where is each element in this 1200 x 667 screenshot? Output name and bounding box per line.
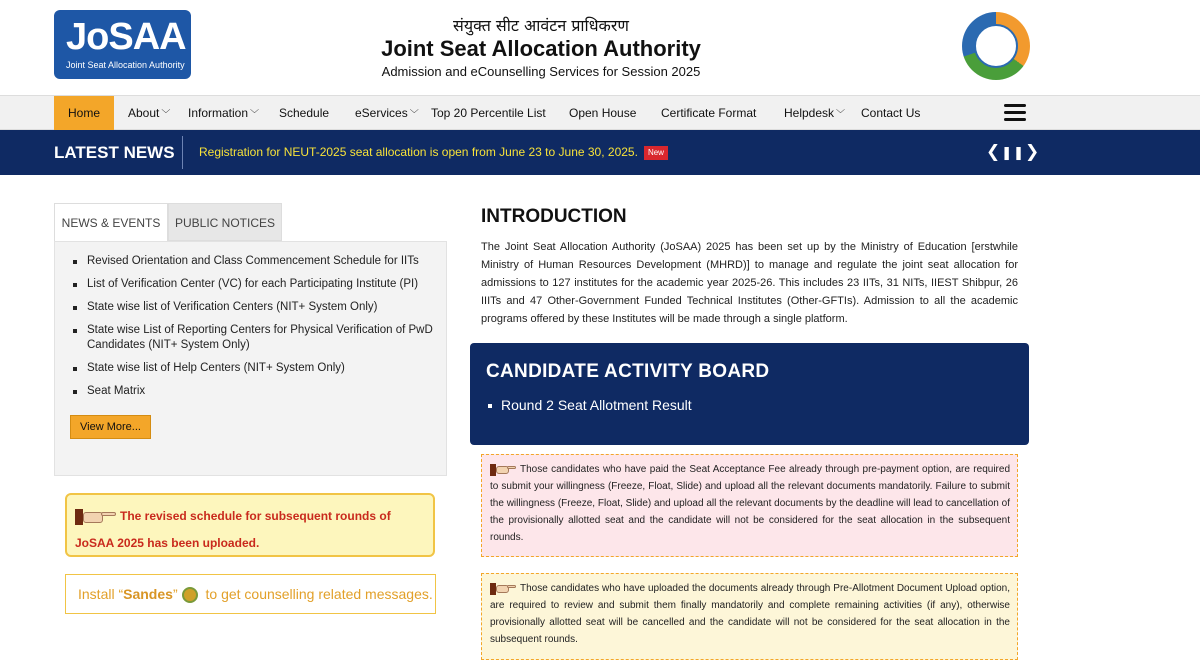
activity-board-heading: CANDIDATE ACTIVITY BOARD: [486, 361, 770, 382]
notice-text: Those candidates who have uploaded the documents already through Pre-Allotment Document Upload option, are required to review and submit them finally mandatorily and complete remaining activities (if any), otherwise provisionally allotted seat will be cancelled and the candidate will not be considered for the seat allocation in the subsequent rounds.: [490, 583, 1010, 645]
list-item[interactable]: State wise list of Verification Centers (NIT+ System Only): [71, 300, 436, 315]
nav-helpdesk[interactable]: Helpdesk ﹀: [784, 106, 846, 120]
new-badge: New: [644, 146, 668, 160]
notice-text: Those candidates who have paid the Seat Acceptance Fee already through pre-payment option, are required to submit your willingness (Freeze, Float, Slide) and upload all the relevant documents mandatorily. Failure to submit the willingness (Freeze, Float, Slide) and upload all the relevant documents by the deadline will lead to cancellation of the provisionally allotted seat and the candidate will not be considered for the seat allocation in the subsequent rounds.: [490, 464, 1010, 543]
list-item[interactable]: State wise List of Reporting Centers for Physical Verification of PwD Candidates (NIT+ System Only): [71, 323, 436, 353]
nav-eservices[interactable]: eServices ﹀: [355, 106, 419, 120]
nav-about[interactable]: About ﹀: [128, 106, 171, 120]
candidate-activity-board: [470, 343, 1029, 445]
nav-contact-us[interactable]: Contact Us: [861, 106, 921, 120]
list-item[interactable]: Revised Orientation and Class Commencement Schedule for IITs: [71, 254, 436, 269]
notice-box-documents: [481, 573, 1018, 660]
intro-text: The Joint Seat Allocation Authority (JoSAA) 2025 has been set up by the Ministry of Education [erstwhile Ministry of Human Resources Development (MHRD)] to manage and regulate the joint seat allocation for admissions to 127 institutes for the academic year 2025-26. This includes 23 IITs, 31 NITs, IIEST Shibpur, 26 IIITs and 47 Other-Government Funded Technical Institutes (Other-GFTIs). Admission to all the academic programs offered by these Institutes will be made through a single platform.: [481, 241, 1018, 325]
chevron-down-icon: ﹀: [409, 109, 419, 119]
nav-home[interactable]: Home: [54, 96, 114, 130]
nav-open-house[interactable]: Open House: [569, 106, 637, 120]
emblem-icon: [962, 12, 1030, 80]
pause-icon[interactable]: ❚❚: [1001, 145, 1026, 160]
latest-news-label: LATEST NEWS: [54, 143, 175, 162]
tab-public-notices[interactable]: PUBLIC NOTICES: [168, 203, 282, 241]
pointing-hand-icon: [75, 507, 116, 527]
pointing-hand-icon: [490, 462, 516, 476]
nav-top20[interactable]: Top 20 Percentile List: [431, 106, 546, 120]
latest-news-bar: [0, 130, 1200, 175]
list-item[interactable]: State wise list of Help Centers (NIT+ System Only): [71, 361, 436, 376]
notice-box-willingness: [481, 454, 1018, 557]
logo-subtext: Joint Seat Allocation Authority: [66, 60, 185, 70]
hindi-title: संयुक्त सीट आवंटन प्राधिकरण: [453, 16, 629, 35]
view-more-button[interactable]: View More...: [70, 415, 151, 439]
ticker-controls: [986, 142, 1040, 162]
menu-icon[interactable]: [1004, 104, 1026, 122]
round2-result-link[interactable]: Round 2 Seat Allotment Result: [501, 397, 692, 413]
list-item[interactable]: Seat Matrix: [71, 384, 436, 399]
chevron-left-icon[interactable]: ❮: [986, 142, 1002, 161]
nav-schedule[interactable]: Schedule: [279, 106, 330, 120]
schedule-notice[interactable]: [65, 493, 435, 557]
nav-certificate-format[interactable]: Certificate Format: [661, 106, 757, 120]
logo-text: JoSAA: [66, 16, 186, 58]
site-subtitle: Admission and eCounselling Services for Session 2025: [381, 64, 701, 79]
site-title: Joint Seat Allocation Authority: [381, 36, 701, 61]
chevron-down-icon: ﹀: [836, 109, 846, 119]
sandes-name: Sandes: [123, 586, 173, 602]
list-item[interactable]: List of Verification Center (VC) for each Participating Institute (PI): [71, 277, 436, 292]
intro-heading: INTRODUCTION: [481, 206, 627, 227]
tab-news-events[interactable]: NEWS & EVENTS: [54, 203, 168, 241]
news-list: [71, 254, 436, 407]
chevron-down-icon: ﹀: [161, 109, 171, 119]
news-ticker[interactable]: Registration for NEUT-2025 seat allocation is open from June 23 to June 30, 2025. New: [199, 130, 668, 175]
nav-information[interactable]: Information ﹀: [188, 106, 260, 120]
chevron-right-icon[interactable]: ❯: [1025, 142, 1041, 161]
pointing-hand-icon: [490, 581, 516, 595]
sandes-promo[interactable]: Install “Sandes” to get counselling related messages.: [65, 574, 436, 614]
schedule-notice-text: The revised schedule for subsequent rounds of JoSAA 2025 has been uploaded.: [75, 509, 391, 550]
site-header: [0, 0, 1200, 95]
divider: [182, 136, 183, 169]
news-list-panel: [54, 241, 447, 476]
sandes-icon: [182, 587, 198, 603]
chevron-down-icon: ﹀: [250, 109, 260, 119]
